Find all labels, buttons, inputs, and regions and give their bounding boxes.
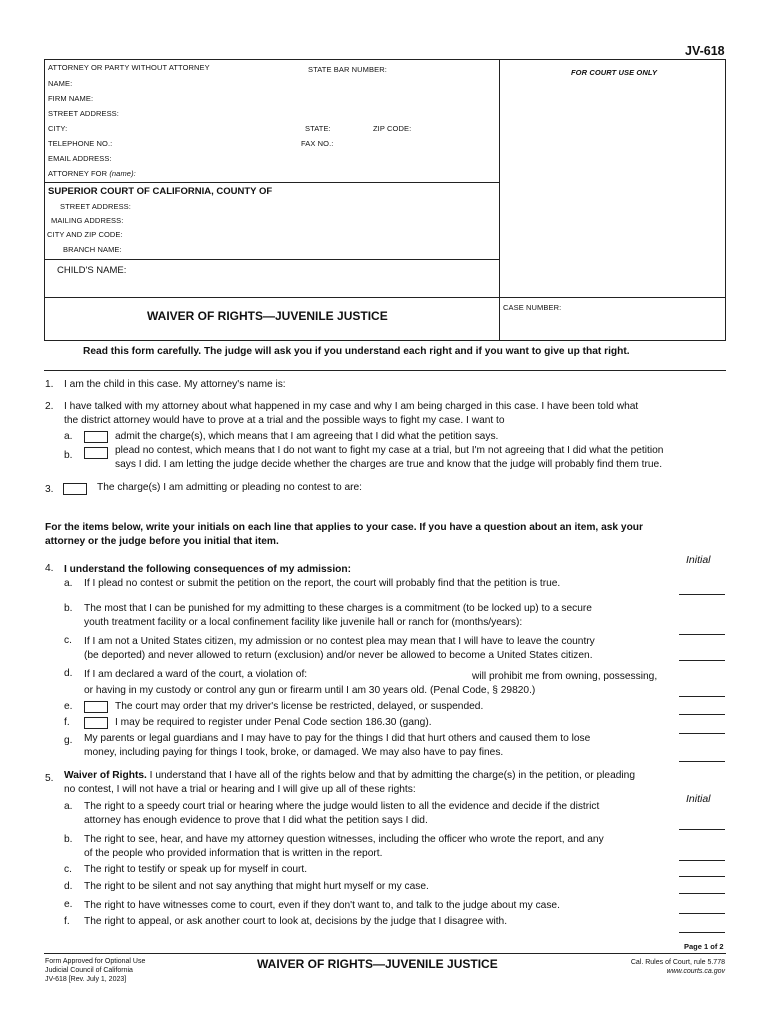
item-5d-text: The right to be silent and not say anything that might hurt myself or my case. [84, 881, 429, 892]
city-label: CITY: [48, 124, 68, 133]
item-2b-line-2: says I did. I am letting the judge decide whether the charges are true and know that the judge will probably find them true. [115, 459, 663, 470]
mailing-label: MAILING ADDRESS: [51, 216, 124, 225]
court-use-label: FOR COURT USE ONLY [571, 68, 658, 77]
item-5b-line-2: of the people who provided information that is written in the report. [84, 848, 383, 859]
item-4b-line-2: youth treatment facility or a local confinement facility like juvenile hall or ranch for (months/years): [84, 617, 523, 628]
initial-line-4f[interactable] [679, 733, 725, 734]
initial-line-5b[interactable] [679, 860, 725, 861]
initial-line-4c[interactable] [679, 660, 725, 661]
phone-label: TELEPHONE NO.: [48, 139, 113, 148]
item-5-line-1 [64, 769, 635, 783]
zip-label: ZIP CODE: [373, 124, 412, 133]
name-label: NAME: [48, 79, 73, 88]
city-zip-label: CITY AND ZIP CODE: [47, 230, 123, 239]
item-5c-text: The right to testify or speak up for myself in court. [84, 864, 308, 875]
page-number: Page 1 of 2 [684, 942, 724, 951]
item-5b-letter: b. [64, 834, 73, 845]
item-4c-line-1: If I am not a United States citizen, my admission or no contest plea may mean that I will have to leave the country [84, 636, 595, 647]
initial-line-4e[interactable] [679, 714, 725, 715]
approved-line-3: JV-618 [Rev. July 1, 2023] [45, 976, 127, 983]
charges-checkbox[interactable] [63, 483, 87, 495]
instructions-line-1: For the items below, write your initials on each line that applies to your case. If you have a question about an item, ask your [45, 522, 643, 533]
no-contest-checkbox[interactable] [84, 447, 108, 459]
fax-label: FAX NO.: [301, 139, 334, 148]
court-title: SUPERIOR COURT OF CALIFORNIA, COUNTY OF [48, 186, 273, 197]
gang-registration-checkbox[interactable] [84, 717, 108, 729]
initial-line-5e[interactable] [679, 913, 725, 914]
item-2b-line-1: plead no contest, which means that I do not want to fight my case at a trial, but I'm not agreeing that I did what the petition [115, 445, 664, 456]
item-2-number: 2. [45, 401, 54, 412]
item-5c-letter: c. [64, 864, 72, 875]
item-4g-line-2: money, including paying for things I took, broke, or damaged. We may also have to pay fines. [84, 747, 504, 758]
item-4b-letter: b. [64, 603, 73, 614]
item-2a-letter: a. [64, 431, 73, 442]
item-5-number: 5. [45, 773, 54, 784]
item-2-line-1: I have talked with my attorney about what happened in my case and why I am being charged in this case. I have been told what [64, 401, 639, 412]
branch-label: BRANCH NAME: [63, 245, 122, 254]
item-5-text: I understand that I have all of the rights below and that by admitting the charge(s) in the petition, or pleading [149, 770, 636, 781]
item-3-text: The charge(s) I am admitting or pleading no contest to are: [97, 482, 363, 493]
initial-line-4d[interactable] [679, 696, 725, 697]
item-5f-letter: f. [64, 916, 70, 927]
item-5a-line-2: attorney has enough evidence to prove that I did what the petition says I did. [84, 815, 428, 826]
approved-line-2: Judicial Council of California [45, 967, 133, 974]
license-checkbox[interactable] [84, 701, 108, 713]
item-5-line-2: no contest, I will not have a trial or hearing and I will give up all of these rights: [64, 784, 416, 795]
street-label: STREET ADDRESS: [48, 109, 119, 118]
item-4b-line-1: The most that I can be punished for my admitting to these charges is a commitment (to be locked up) to a secure [84, 603, 592, 614]
item-5d-letter: d. [64, 881, 73, 892]
initial-line-5d[interactable] [679, 893, 725, 894]
attorney-for-label [48, 169, 136, 178]
court-street-label: STREET ADDRESS: [60, 202, 131, 211]
initial-label-2: Initial [686, 793, 711, 805]
attorney-for-text: ATTORNEY FOR [48, 169, 108, 178]
item-5f-text: The right to appeal, or ask another court to look at, decisions by the judge that I disagree with. [84, 916, 508, 927]
initial-line-4g[interactable] [679, 761, 725, 762]
item-4f-text: I may be required to register under Penal Code section 186.30 (gang). [115, 717, 432, 728]
item-5-title: Waiver of Rights. [64, 770, 147, 781]
notice-text: Read this form carefully. The judge will ask you if you understand each right and if you want to give up that right. [83, 346, 630, 357]
item-5e-text: The right to have witnesses come to court, even if they don't want to, and talk to the judge about my case. [84, 900, 560, 911]
state-bar-label: STATE BAR NUMBER: [308, 65, 387, 74]
item-1-text: I am the child in this case. My attorney's name is: [64, 379, 286, 390]
item-4a-letter: a. [64, 578, 73, 589]
item-4d-letter: d. [64, 668, 73, 679]
item-2-line-2: the district attorney would have to prove at a trial and the possible ways to fight my case. I want to [64, 415, 505, 426]
item-4g-letter: g. [64, 735, 73, 746]
form-title: WAIVER OF RIGHTS—JUVENILE JUSTICE [147, 309, 388, 323]
initial-label-1: Initial [686, 554, 711, 566]
email-label: EMAIL ADDRESS: [48, 154, 112, 163]
item-4-number: 4. [45, 563, 54, 574]
item-1-number: 1. [45, 379, 54, 390]
item-4e-letter: e. [64, 701, 73, 712]
form-id: JV-618 [685, 44, 725, 58]
state-label: STATE: [305, 124, 331, 133]
instructions-line-2: attorney or the judge before you initial that item. [45, 536, 279, 547]
item-4a-text: If I plead no contest or submit the petition on the report, the court will probably find that the petition is true. [84, 578, 561, 589]
item-4e-text: The court may order that my driver's license be restricted, delayed, or suspended. [115, 701, 484, 712]
item-5b-line-1: The right to see, hear, and have my attorney question witnesses, including the officer who wrote the report, and any [84, 834, 604, 845]
initial-line-4a[interactable] [679, 594, 725, 595]
item-4-title: I understand the following consequences of my admission: [64, 564, 351, 575]
initial-line-5f[interactable] [679, 932, 725, 933]
case-number-label: CASE NUMBER: [503, 303, 562, 312]
item-4d-line-2: or having in my custody or control any gun or firearm until I am 30 years old. (Penal Code, § 29820.) [84, 685, 536, 696]
item-4c-line-2: (be deported) and never allowed to return (exclusion) and/or never be allowed to become a United States citizen. [84, 650, 593, 661]
admit-charges-checkbox[interactable] [84, 431, 108, 443]
item-5e-letter: e. [64, 899, 73, 910]
item-4g-line-1: My parents or legal guardians and I may have to pay for the things I did that hurt others and caused them to lose [84, 733, 591, 744]
item-4c-letter: c. [64, 635, 72, 646]
attorney-label: ATTORNEY OR PARTY WITHOUT ATTORNEY [48, 63, 210, 72]
attorney-for-name: (name): [109, 169, 136, 178]
item-4f-letter: f. [64, 717, 70, 728]
item-4d-line-1b: will prohibit me from owning, possessing, [472, 671, 658, 682]
approved-line-1: Form Approved for Optional Use [45, 958, 146, 965]
initial-line-5a[interactable] [679, 829, 725, 830]
item-3-number: 3. [45, 484, 54, 495]
item-2a-text: admit the charge(s), which means that I am agreeing that I did what the petition says. [115, 431, 499, 442]
item-5a-line-1: The right to a speedy court trial or hearing where the judge would listen to all the evidence and decide if the district [84, 801, 600, 812]
item-5a-letter: a. [64, 801, 73, 812]
item-4d-line-1a: If I am declared a ward of the court, a violation of: [84, 669, 308, 680]
initial-line-4b[interactable] [679, 634, 725, 635]
website-link[interactable]: www.courts.ca.gov [666, 968, 725, 975]
initial-line-5c[interactable] [679, 876, 725, 877]
footer-title: WAIVER OF RIGHTS—JUVENILE JUSTICE [257, 957, 498, 971]
firm-label: FIRM NAME: [48, 94, 94, 103]
item-2b-letter: b. [64, 450, 73, 461]
child-name-label: CHILD'S NAME: [57, 265, 127, 276]
rules-reference: Cal. Rules of Court, rule 5.778 [630, 959, 725, 966]
